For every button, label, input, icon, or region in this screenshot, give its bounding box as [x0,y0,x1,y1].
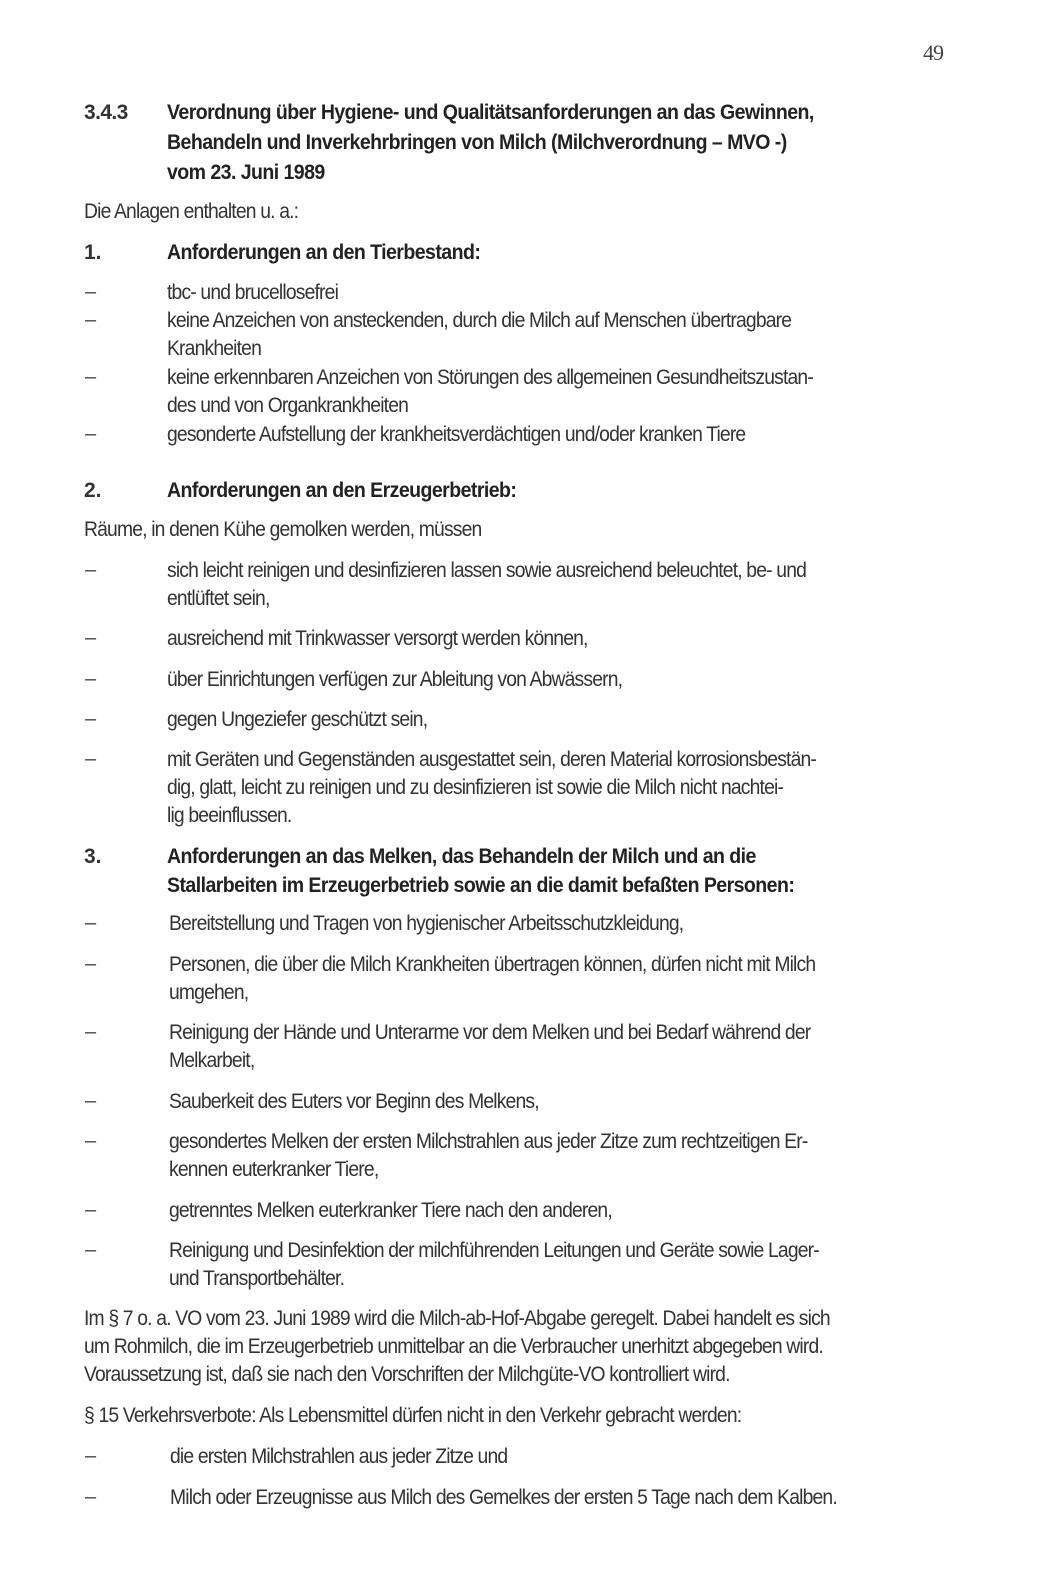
part-heading: Stallarbeiten im Erzeugerbetrieb sowie an die damit befaßten Personen: [167,874,795,897]
bullet-dash: – [85,559,97,581]
list-item: Sauberkeit des Euters vor Beginn des Melkens, [169,1090,539,1113]
list-item: Milch oder Erzeugnisse aus Milch des Gemelkes der ersten 5 Tage nach dem Kalben. [170,1486,837,1509]
bullet-dash: – [85,1486,97,1508]
list-item-cont: kennen euterkranker Tiere, [169,1158,379,1181]
part-heading: Anforderungen an den Tierbestand: [167,241,481,264]
part-heading: Anforderungen an den Erzeugerbetrieb: [167,479,517,502]
list-item: sich leicht reinigen und desinfizieren lassen sowie ausreichend beleuchtet, be- und [167,559,807,582]
part-heading: Anforderungen an das Melken, das Behandeln der Milch und an die [167,845,756,868]
section-title-line: vom 23. Juni 1989 [167,161,325,184]
bullet-dash: – [85,627,97,649]
list-item: gesonderte Aufstellung der krankheitsverdächtigen und/oder kranken Tiere [167,423,746,446]
list-item: keine erkennbaren Anzeichen von Störungen des allgemeinen Gesundheitszustan- [167,366,813,389]
list-item: gegen Ungeziefer geschützt sein, [167,708,428,731]
bullet-dash: – [85,423,97,445]
list-item: getrenntes Melken euterkranker Tiere nach den anderen, [169,1199,612,1222]
list-item: ausreichend mit Trinkwasser versorgt werden können, [167,627,588,650]
section-number: 3.4.3 [84,101,128,124]
list-item: Reinigung und Desinfektion der milchführenden Leitungen und Geräte sowie Lager- [169,1239,819,1262]
bullet-dash: – [85,1021,97,1043]
list-item-cont: des und von Organkrankheiten [167,394,409,417]
list-item-cont: Krankheiten [167,337,262,360]
list-item: mit Geräten und Gegenständen ausgestattet sein, deren Material korrosionsbestän- [167,748,817,771]
section-title-line: Behandeln und Inverkehrbringen von Milch (Milchverordnung – MVO -) [167,131,787,154]
bullet-dash: – [85,1090,97,1112]
paragraph-line: um Rohmilch, die im Erzeugerbetrieb unmittelbar an die Verbraucher unerhitzt abgegeben wird. [84,1335,823,1358]
list-item: tbc- und brucellosefrei [167,281,339,304]
bullet-dash: – [85,1239,97,1261]
list-item-cont: lig beeinflussen. [167,804,292,827]
list-item: Reinigung der Hände und Unterarme vor dem Melken und bei Bedarf während der [169,1021,811,1044]
list-item-cont: und Transportbehälter. [169,1267,345,1290]
list-item: Bereitstellung und Tragen von hygienischer Arbeitsschutzkleidung, [169,912,684,935]
list-item-cont: Melkarbeit, [169,1049,255,1072]
bullet-dash: – [85,1199,97,1221]
bullet-dash: – [85,281,97,303]
bullet-dash: – [85,1130,97,1152]
bullet-dash: – [85,309,97,331]
list-item-cont: entlüftet sein, [167,587,270,610]
bullet-dash: – [85,668,97,690]
bullet-dash: – [85,912,97,934]
bullet-dash: – [85,1445,97,1467]
bullet-dash: – [85,748,97,770]
bullet-dash: – [85,708,97,730]
section15-lead: § 15 Verkehrsverbote: Als Lebensmittel dürfen nicht in den Verkehr gebracht werden: [84,1404,742,1427]
bullet-dash: – [85,366,97,388]
list-item: über Einrichtungen verfügen zur Ableitung von Abwässern, [167,668,623,691]
list-item-cont: dig, glatt, leicht zu reinigen und zu desinfizieren ist sowie die Milch nicht nachtei- [167,776,784,799]
intro-text: Die Anlagen enthalten u. a.: [84,200,299,223]
list-item-cont: umgehen, [169,981,249,1004]
bullet-dash: – [85,953,97,975]
list-item: die ersten Milchstrahlen aus jeder Zitze und [170,1445,508,1468]
section-title-line: Verordnung über Hygiene- und Qualitätsanforderungen an das Gewinnen, [167,101,814,124]
paragraph-line: Voraussetzung ist, daß sie nach den Vorschriften der Milchgüte-VO kontrolliert wird. [84,1363,730,1386]
part-lead: Räume, in denen Kühe gemolken werden, müssen [84,518,482,541]
part-number: 3. [84,845,102,868]
list-item: keine Anzeichen von ansteckenden, durch die Milch auf Menschen übertragbare [167,309,792,332]
part-number: 1. [84,241,102,264]
part-number: 2. [84,479,102,502]
list-item: Personen, die über die Milch Krankheiten übertragen können, dürfen nicht mit Milch [169,953,816,976]
list-item: gesondertes Melken der ersten Milchstrahlen aus jeder Zitze zum rechtzeitigen Er- [169,1130,808,1153]
page-number: 49 [923,40,943,65]
paragraph-line: Im § 7 o. a. VO vom 23. Juni 1989 wird die Milch-ab-Hof-Abgabe geregelt. Dabei handelt es sich [84,1307,830,1330]
